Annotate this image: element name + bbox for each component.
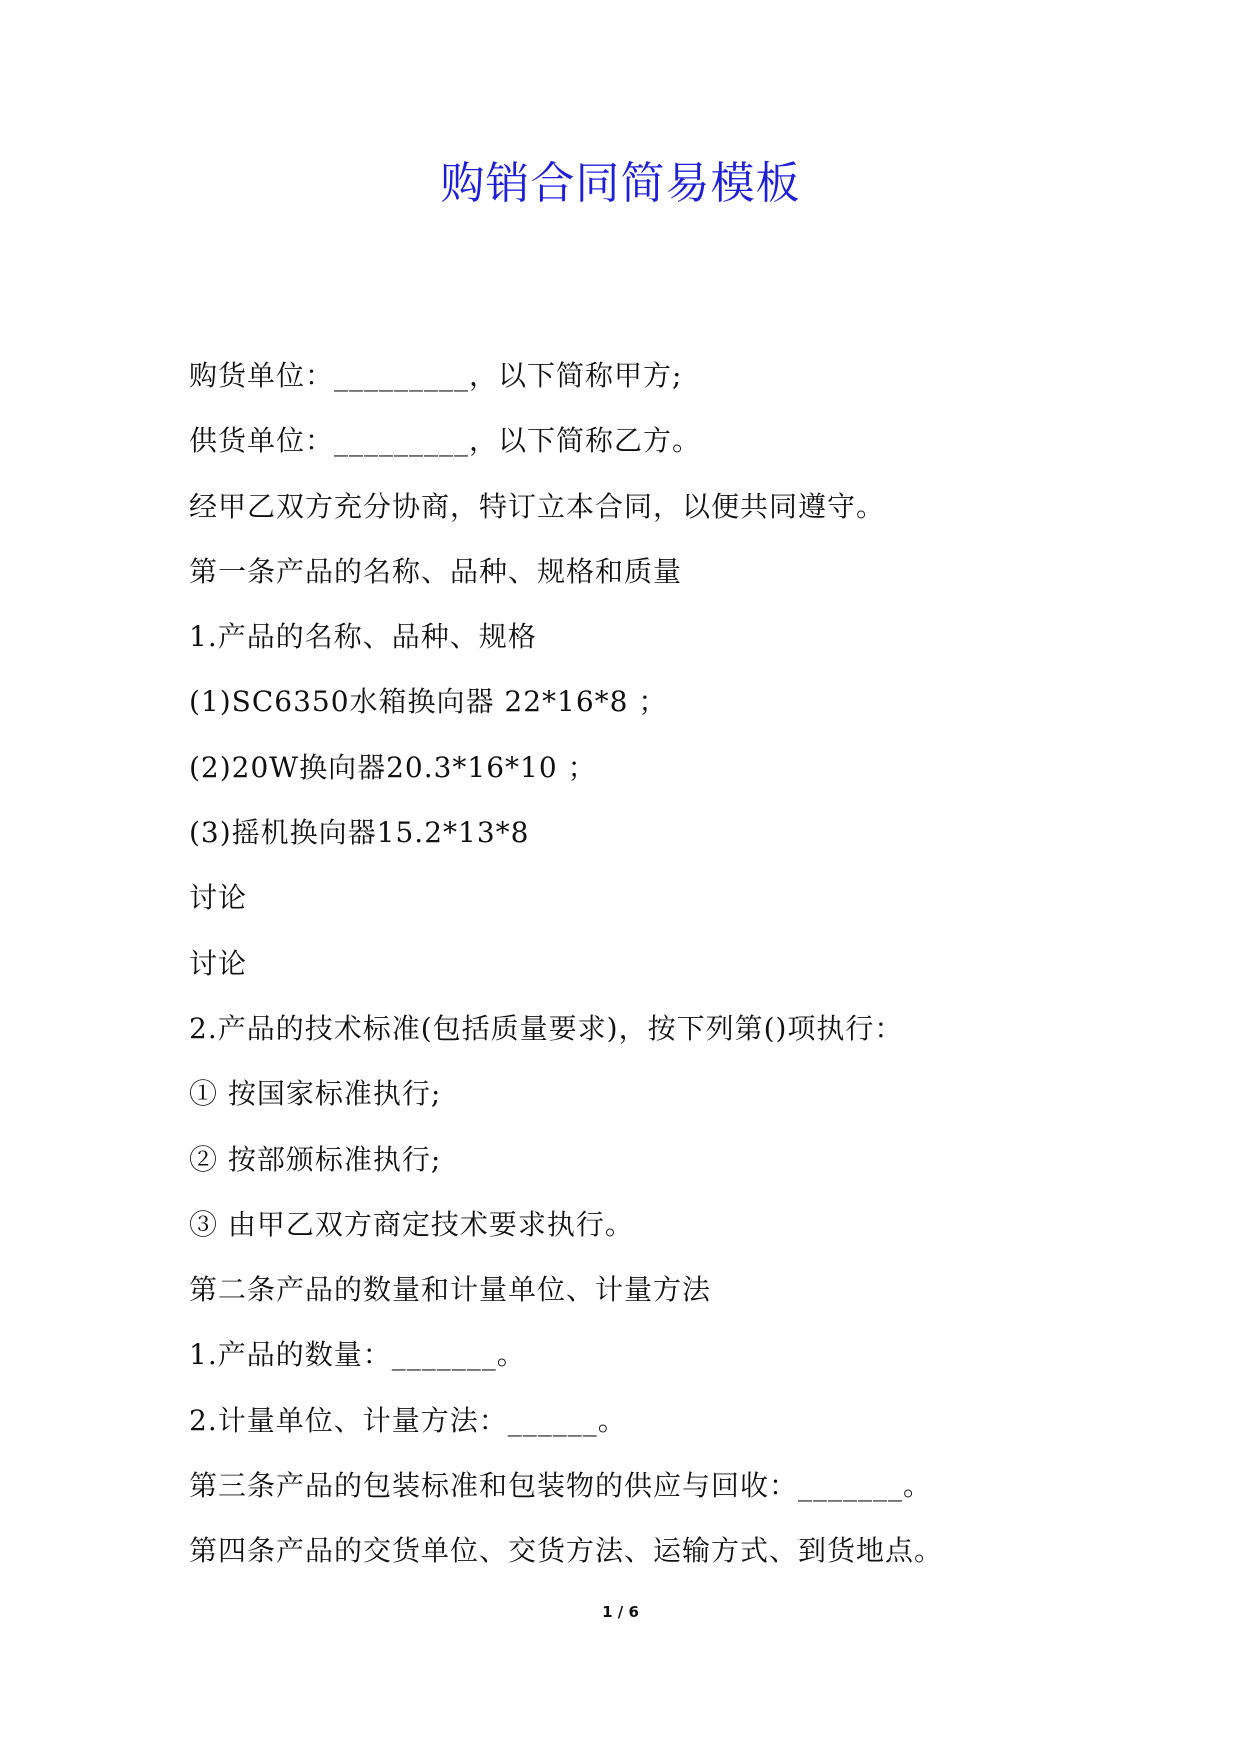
paragraph-discussion-2: 讨论: [189, 946, 248, 980]
article-4-heading: 第四条产品的交货单位、交货方法、运输方式、到货地点。: [189, 1534, 944, 1568]
article-1-item-1: 1.产品的名称、品种、规格: [189, 620, 537, 654]
document-title: 购销合同简易模板: [440, 158, 801, 209]
article-3-heading: 第三条产品的包装标准和包装物的供应与回收：_______。: [189, 1469, 933, 1503]
paragraph-agreement: 经甲乙双方充分协商，特订立本合同，以便共同遵守。: [189, 489, 886, 523]
document-body: [189, 356, 1089, 1597]
product-item-3: (3)摇机换向器15.2*13*8: [189, 816, 530, 850]
article-2-item-1: 1.产品的数量：_______。: [189, 1338, 526, 1372]
article-2-heading: 第二条产品的数量和计量单位、计量方法: [189, 1273, 712, 1307]
paragraph-supplier: 供货单位：_________，以下简称乙方。: [189, 424, 702, 458]
standard-option-3: ③ 由甲乙双方商定技术要求执行。: [189, 1207, 634, 1241]
product-item-2: (2)20W换向器20.3*16*10 ；: [189, 750, 597, 784]
article-1-item-2: 2.产品的技术标准(包括质量要求)，按下列第()项执行：: [189, 1011, 904, 1045]
standard-option-2: ② 按部颁标准执行;: [189, 1142, 442, 1176]
paragraph-discussion-1: 讨论: [189, 881, 248, 915]
article-1-heading: 第一条产品的名称、品种、规格和质量: [189, 554, 683, 588]
standard-option-1: ① 按国家标准执行;: [189, 1077, 442, 1111]
article-2-item-2: 2.计量单位、计量方法：______。: [189, 1403, 627, 1437]
page-number: 1 / 6: [602, 1603, 639, 1621]
product-item-1: (1)SC6350水箱换向器 22*16*8 ；: [189, 685, 668, 719]
paragraph-buyer: 购货单位：_________，以下简称甲方;: [189, 359, 683, 392]
